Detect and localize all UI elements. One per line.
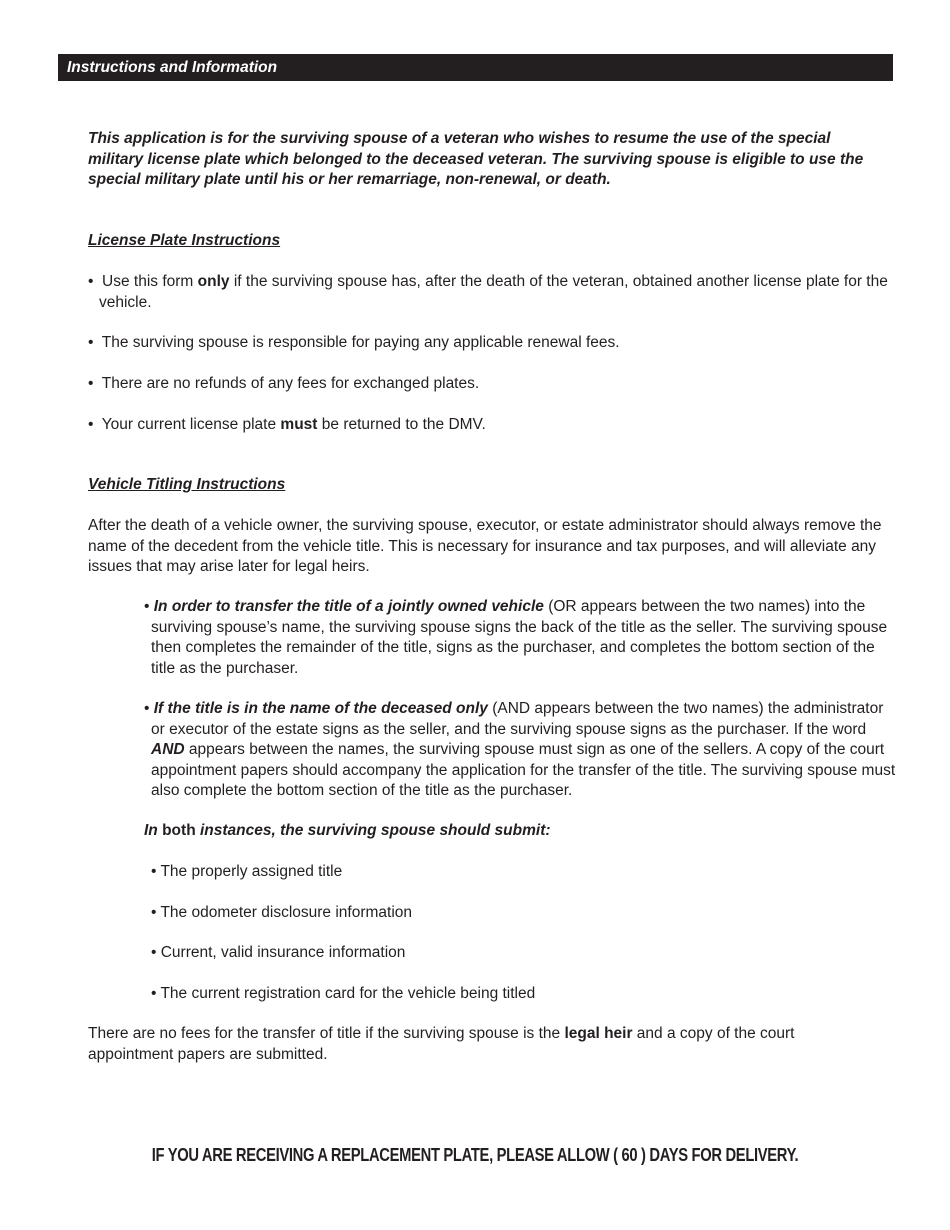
bullet-text: There are no refunds of any fees for exchanged plates. (101, 375, 480, 392)
para-emphasis: legal heir (564, 1025, 633, 1042)
item-text: The properly assigned title (160, 863, 343, 880)
fees-paragraph (88, 1024, 828, 1065)
para-text: and a copy of the court appointment papers are submitted. (88, 1025, 795, 1063)
bullet-text: Your current license plate (101, 416, 281, 433)
bullet-dot: • (144, 700, 154, 717)
both-instances-heading (144, 821, 551, 842)
heading-emphasis: both (162, 822, 196, 839)
license-bullet-4 (88, 415, 888, 436)
submit-item-1: • The properly assigned title (151, 863, 343, 880)
bullet-text: The surviving spouse is responsible for paying any applicable renewal fees. (101, 334, 620, 351)
bullet-dot: • (88, 416, 102, 433)
license-heading: License Plate Instructions (88, 232, 281, 249)
item-emphasis-and: AND (151, 741, 185, 758)
bullet-dot: • (88, 375, 102, 392)
bullet-emphasis: must (280, 416, 318, 433)
delivery-notice: IF YOU ARE RECEIVING A REPLACEMENT PLATE, PLEASE ALLOW ( 60 ) DAYS FOR DELIVERY. (151, 1145, 799, 1165)
item-text: The odometer disclosure information (160, 904, 413, 921)
item-text: Current, valid insurance information (160, 944, 406, 961)
item-text: (AND appears between the two names) the administrator or executor of the estate signs as the seller, and the surviving spouse signs as the purchaser. If the word (151, 700, 884, 738)
titling-item-joint (144, 597, 901, 679)
para-text: There are no fees for the transfer of title if the surviving spouse is the (88, 1025, 565, 1042)
heading-text: instances, the surviving spouse should submit: (195, 822, 551, 839)
titling-heading: Vehicle Titling Instructions (88, 476, 286, 493)
bullet-text: if the surviving spouse has, after the death of the veteran, obtained another license plate for the vehicle. (99, 273, 888, 311)
heading-text: In (144, 822, 163, 839)
item-emphasis: In order to transfer the title of a jointly owned vehicle (153, 598, 544, 615)
license-bullet-2 (88, 333, 888, 354)
item-emphasis: If the title is in the name of the deceased only (153, 700, 488, 717)
bullet-text: be returned to the DMV. (317, 416, 486, 433)
license-bullet-3 (88, 374, 888, 395)
item-text: (OR appears between the two names) into the surviving spouse’s name, the surviving spouse signs the back of the title as the seller. The surviving spouse then completes the remainder of the title, signs as the purchaser, and completes the bottom section of the title as the purchaser. (151, 598, 888, 677)
bullet-dot: • (88, 334, 102, 351)
item-text: The current registration card for the vehicle being titled (160, 985, 536, 1002)
bullet-emphasis: only (197, 273, 230, 290)
item-text: appears between the names, the surviving spouse must sign as one of the sellers. A copy of the court appointment papers should accompany the application for the transfer of the title. The surviving spouse must also complete the bottom section of the title as the purchaser. (151, 741, 896, 799)
bullet-dot: • (144, 598, 154, 615)
submit-item-3: • Current, valid insurance information (151, 944, 406, 961)
section-header: Instructions and Information (58, 54, 893, 81)
bullet-text: Use this form (102, 273, 198, 290)
titling-item-deceased (144, 699, 901, 802)
license-bullet-1 (88, 272, 899, 313)
titling-paragraph: After the death of a vehicle owner, the surviving spouse, executor, or estate administrator should always remove the name of the decedent from the vehicle title. This is necessary for insurance and tax purposes, and will alleviate any issues that may arise later for legal heirs. (88, 517, 882, 575)
bullet-dot: • (88, 273, 103, 290)
submit-item-4: • The current registration card for the vehicle being titled (151, 985, 536, 1002)
submit-item-2: • The odometer disclosure information (151, 904, 413, 921)
intro-paragraph: This application is for the surviving spouse of a veteran who wishes to resume the use of the special military license plate which belonged to the deceased veteran. The surviving spouse is eligible to use the special military plate until his or her remarriage, non-renewal, or death. (88, 130, 864, 188)
